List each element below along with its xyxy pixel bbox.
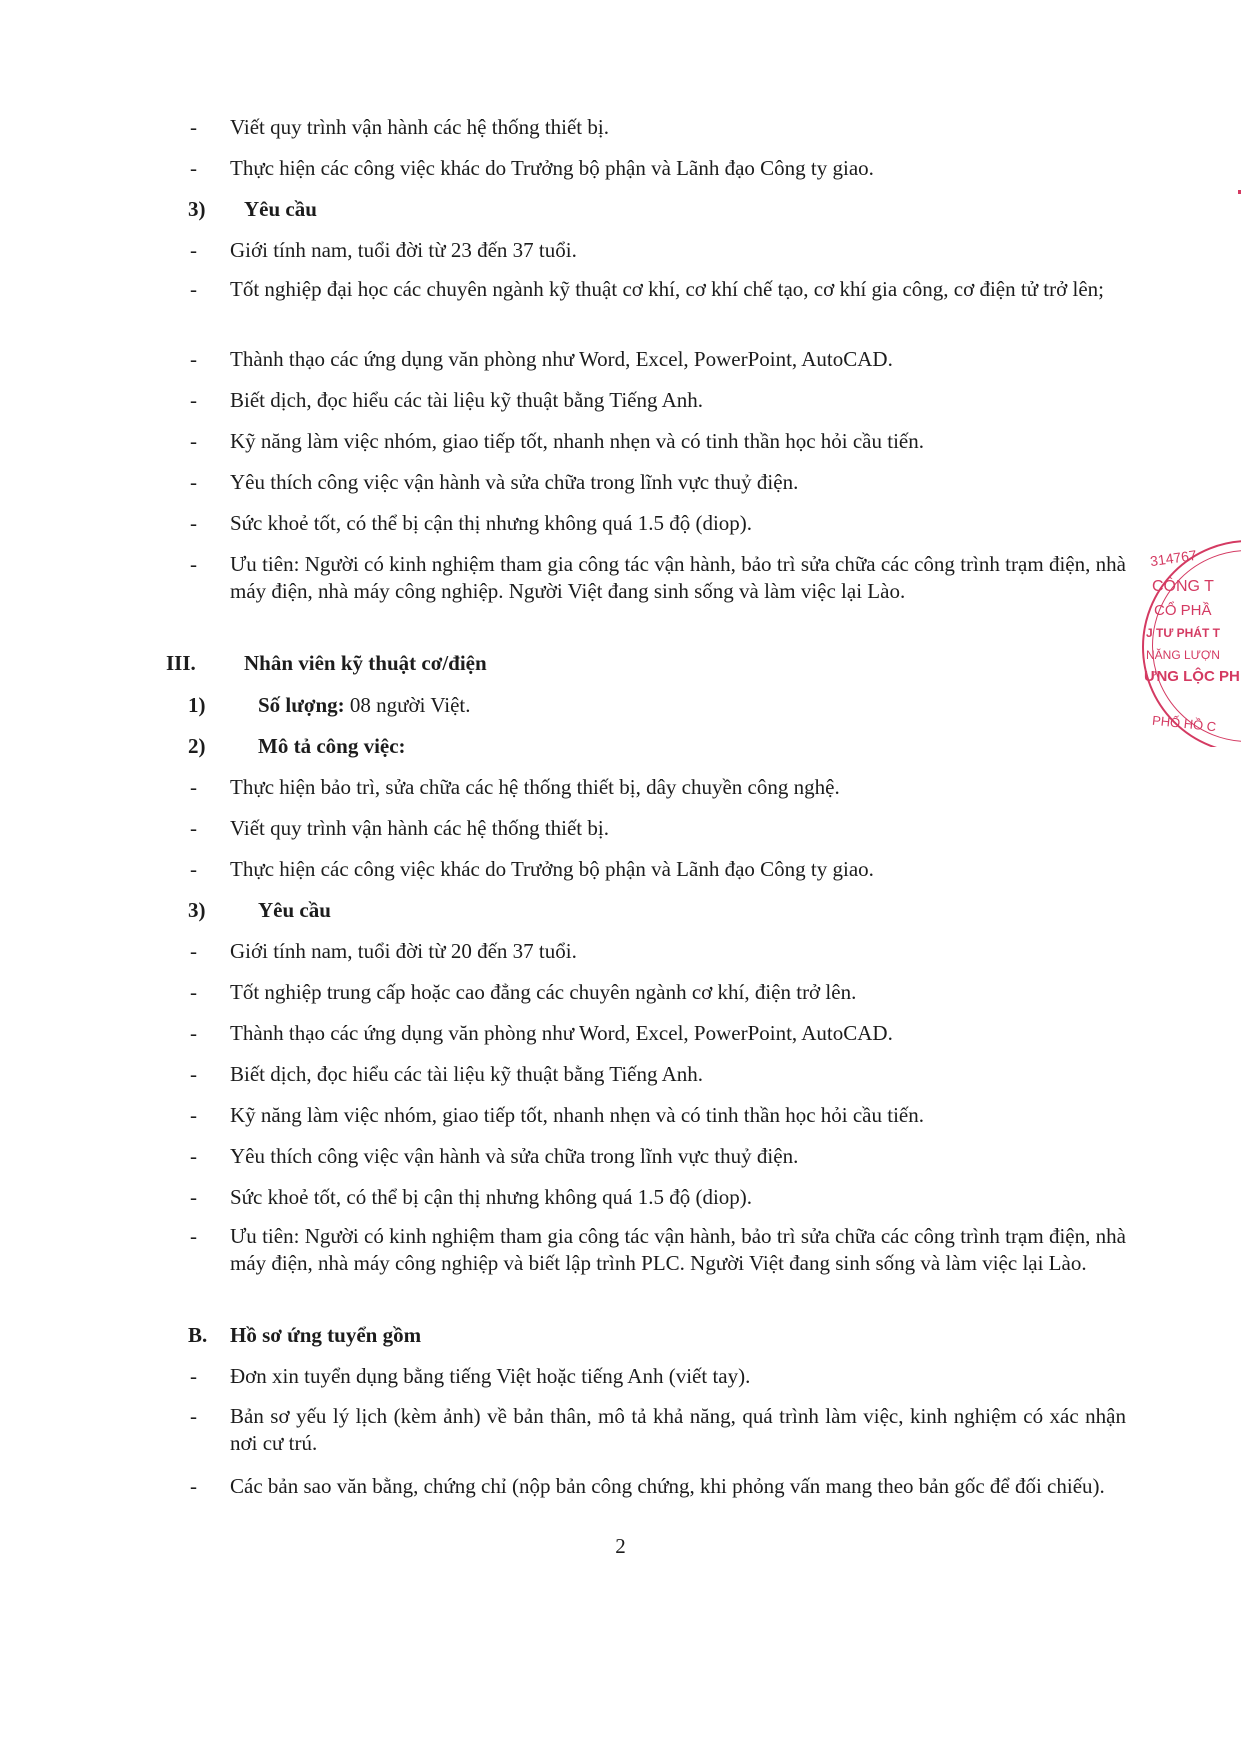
bullet-text: Sức khoẻ tốt, có thể bị cận thị nhưng không quá 1.5 độ (diop). <box>230 511 753 535</box>
bullet-dash: - <box>190 1021 197 1045</box>
bullet-dash: - <box>190 816 197 840</box>
bullet-dash: - <box>190 238 197 262</box>
stamp-text: J TƯ PHÁT T <box>1146 626 1220 640</box>
bullet-text: Viết quy trình vận hành các hệ thống thiết bị. <box>230 816 609 840</box>
bullet-text: Giới tính nam, tuổi đời từ 23 đến 37 tuổi. <box>230 238 577 262</box>
bullet-dash: - <box>190 939 197 963</box>
section-title: Yêu cầu <box>244 197 317 221</box>
bullet-text: Thành thạo các ứng dụng văn phòng như Word, Excel, PowerPoint, AutoCAD. <box>230 347 893 371</box>
bullet-dash: - <box>190 1364 197 1388</box>
section-title: Hồ sơ ứng tuyển gồm <box>230 1323 422 1347</box>
bullet-dash: - <box>190 347 197 371</box>
section-title: Mô tả công việc: <box>258 734 406 758</box>
bullet-text: Thực hiện các công việc khác do Trưởng bộ phận và Lãnh đạo Công ty giao. <box>230 857 874 881</box>
bullet-text: Viết quy trình vận hành các hệ thống thiết bị. <box>230 115 609 139</box>
bullet-dash: - <box>190 470 197 494</box>
bullet-text: Biết dịch, đọc hiểu các tài liệu kỹ thuật bằng Tiếng Anh. <box>230 1062 704 1086</box>
bullet-dash: - <box>190 156 197 180</box>
bullet-dash: - <box>190 388 197 412</box>
bullet-dash: - <box>190 1474 197 1498</box>
bullet-dash: - <box>190 1062 197 1086</box>
bullet-text: Tốt nghiệp đại học các chuyên ngành kỹ thuật cơ khí, cơ khí chế tạo, cơ khí gia công, cơ điện tử trở lên; <box>230 277 1104 301</box>
bullet-dash: - <box>190 857 197 881</box>
bullet-text: Các bản sao văn bằng, chứng chỉ (nộp bản công chứng, khi phỏng vấn mang theo bản gốc để đối chiếu). <box>230 1474 1105 1498</box>
bullet-text: Yêu thích công việc vận hành và sửa chữa trong lĩnh vực thuỷ điện. <box>230 1144 799 1168</box>
bullet-dash: - <box>190 115 197 139</box>
bullet-text: Kỹ năng làm việc nhóm, giao tiếp tốt, nhanh nhẹn và có tinh thần học hỏi cầu tiến. <box>230 1103 924 1127</box>
stamp-text: PHỐ HỒ C <box>1151 712 1217 735</box>
stamp-text: NĂNG LƯỢN <box>1146 648 1220 662</box>
bullet-dash: - <box>190 277 197 301</box>
bullet-dash: - <box>190 980 197 1004</box>
section-title: Nhân viên kỹ thuật cơ/điện <box>244 651 487 675</box>
section-number: B. <box>188 1323 208 1347</box>
section-title: Yêu cầu <box>258 898 331 922</box>
bullet-dash: - <box>190 1224 197 1248</box>
bullet-dash: - <box>190 775 197 799</box>
bullet-text: Thành thạo các ứng dụng văn phòng như Word, Excel, PowerPoint, AutoCAD. <box>230 1021 893 1045</box>
bullet-dash: - <box>190 1404 197 1428</box>
quantity-value: 08 người Việt. <box>349 693 471 717</box>
company-stamp <box>1128 532 1241 747</box>
bullet-dash: - <box>190 511 197 535</box>
bullet-text: Đơn xin tuyển dụng bằng tiếng Việt hoặc tiếng Anh (viết tay). <box>230 1364 751 1388</box>
bullet-dash: - <box>190 1185 197 1209</box>
bullet-dash: - <box>190 429 197 453</box>
section-number: 3) <box>188 898 206 922</box>
bullet-dash: - <box>190 1144 197 1168</box>
bullet-text: Ưu tiên: Người có kinh nghiệm tham gia công tác vận hành, bảo trì sửa chữa các công trình trạm điện, nhà máy điện, nhà máy công nghiệp. Người Việt đang sinh sống và làm việc lại Lào. <box>230 552 1126 603</box>
section-number: 1) <box>188 693 206 717</box>
bullet-dash: - <box>190 552 197 576</box>
bullet-text: Giới tính nam, tuổi đời từ 20 đến 37 tuổi. <box>230 939 577 963</box>
bullet-text: Thực hiện bảo trì, sửa chữa các hệ thống thiết bị, dây chuyền công nghệ. <box>230 775 840 799</box>
section-number: III. <box>166 651 196 675</box>
stamp-text: CỔ PHẦ <box>1154 602 1212 619</box>
bullet-text: Ưu tiên: Người có kinh nghiệm tham gia công tác vận hành, bảo trì sửa chữa các công trình trạm điện, nhà máy điện, nhà máy công nghiệp và biết lập trình PLC. Người Việt đang sinh sống và làm việc lại Lào. <box>230 1224 1126 1275</box>
stamp-text: ƯNG LỘC PH <box>1144 668 1240 685</box>
bullet-text: Bản sơ yếu lý lịch (kèm ảnh) về bản thân, mô tả khả năng, quá trình làm việc, kinh nghiệm có xác nhận nơi cư trú. <box>230 1404 1126 1455</box>
bullet-text: Thực hiện các công việc khác do Trưởng bộ phận và Lãnh đạo Công ty giao. <box>230 156 874 180</box>
stamp-number: 314767 <box>1149 546 1198 570</box>
quantity-label: Số lượng: <box>258 693 345 717</box>
section-number: 2) <box>188 734 206 758</box>
bullet-text: Sức khoẻ tốt, có thể bị cận thị nhưng không quá 1.5 độ (diop). <box>230 1185 753 1209</box>
page-number: 2 <box>615 1534 626 1558</box>
bullet-text: Kỹ năng làm việc nhóm, giao tiếp tốt, nhanh nhẹn và có tinh thần học hỏi cầu tiến. <box>230 429 924 453</box>
bullet-text: Tốt nghiệp trung cấp hoặc cao đẳng các chuyên ngành cơ khí, điện trở lên. <box>230 980 857 1004</box>
section-number: 3) <box>188 197 206 221</box>
bullet-text: Biết dịch, đọc hiểu các tài liệu kỹ thuật bằng Tiếng Anh. <box>230 388 704 412</box>
bullet-text: Yêu thích công việc vận hành và sửa chữa trong lĩnh vực thuỷ điện. <box>230 470 799 494</box>
stamp-text: CÔNG T <box>1152 578 1214 595</box>
bullet-dash: - <box>190 1103 197 1127</box>
